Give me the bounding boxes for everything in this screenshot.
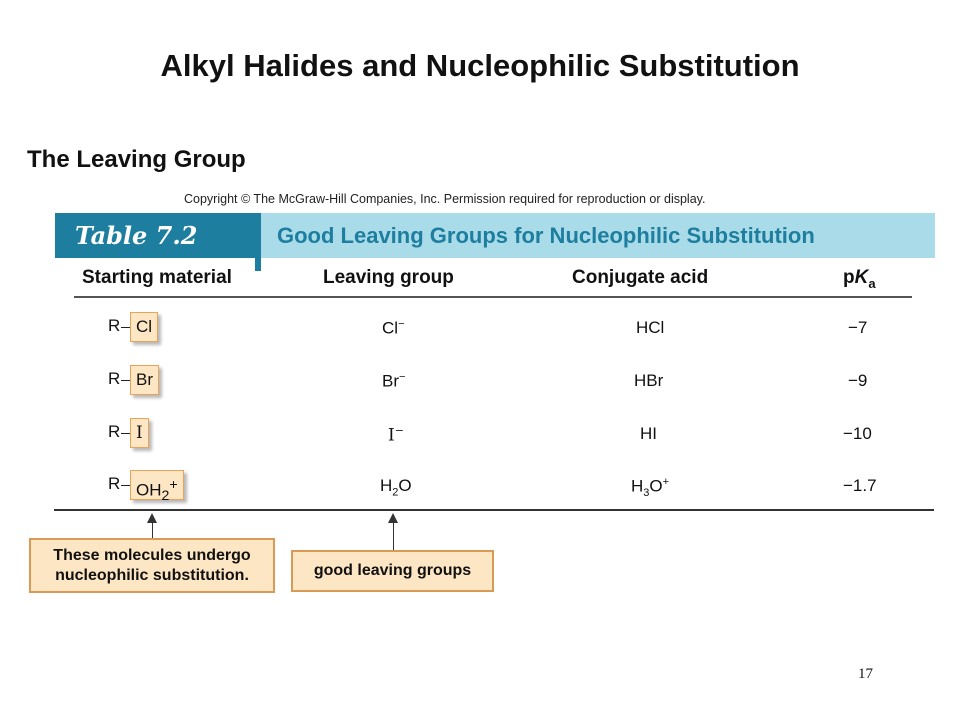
acid-symbol: H bbox=[631, 476, 644, 496]
banner-divider bbox=[255, 213, 261, 271]
copyright-notice: Copyright © The McGraw-Hill Companies, Inc. Permission required for reproduction or display. bbox=[184, 192, 706, 206]
table-bottom-rule bbox=[54, 509, 934, 511]
header-starting-material: Starting material bbox=[82, 267, 232, 288]
r-group: R bbox=[108, 422, 121, 441]
r-group: R bbox=[108, 474, 121, 493]
group-charge: + bbox=[169, 477, 178, 493]
header-rule bbox=[74, 296, 912, 298]
leaving-symbol: I bbox=[388, 425, 395, 446]
conjugate-acid-cell bbox=[631, 476, 669, 499]
leaving-group-cell bbox=[388, 424, 404, 446]
slide-title: Alkyl Halides and Nucleophilic Substitution bbox=[160, 48, 800, 83]
leaving-group-cell bbox=[380, 476, 412, 498]
leaving-symbol: H bbox=[380, 476, 393, 495]
conjugate-acid-cell: HBr bbox=[634, 371, 664, 390]
pka-cell: −7 bbox=[848, 318, 868, 337]
conjugate-acid-cell: HI bbox=[640, 424, 657, 443]
leaving-charge: − bbox=[398, 318, 405, 330]
note-line-1: These molecules undergo bbox=[53, 547, 251, 564]
leaving-tail: O bbox=[398, 476, 412, 495]
header-leaving-group: Leaving group bbox=[323, 267, 454, 288]
pka-cell: −10 bbox=[843, 424, 872, 443]
halide-symbol: I bbox=[136, 423, 143, 443]
halide-box bbox=[130, 418, 149, 448]
pka-cell: −1.7 bbox=[843, 476, 877, 495]
leaving-subscript: 2 bbox=[392, 486, 399, 499]
halide-box bbox=[130, 312, 158, 342]
note-leaving-text: good leaving groups bbox=[313, 562, 472, 579]
table-number: Table 7.2 bbox=[55, 213, 255, 258]
halide-box bbox=[130, 365, 159, 395]
pka-p: p bbox=[843, 267, 855, 288]
pka-k: K bbox=[854, 267, 869, 288]
note-line-2: nucleophilic substitution. bbox=[55, 567, 249, 584]
halide-symbol: Cl bbox=[136, 317, 153, 336]
group-symbol: OH bbox=[136, 480, 162, 500]
page-number: 17 bbox=[858, 666, 873, 682]
leaving-group-cell bbox=[382, 318, 405, 339]
note-leaving-groups bbox=[291, 550, 494, 592]
note-substitution bbox=[29, 538, 275, 593]
group-subscript: 2 bbox=[161, 488, 170, 505]
header-conjugate-acid: Conjugate acid bbox=[572, 267, 709, 288]
leaving-symbol: Cl bbox=[382, 318, 399, 338]
table-banner bbox=[55, 213, 935, 258]
r-group: R bbox=[108, 369, 121, 388]
r-group: R bbox=[108, 316, 121, 335]
leaving-group-cell bbox=[382, 371, 405, 392]
halide-box bbox=[130, 470, 184, 505]
conjugate-acid-cell: HCl bbox=[636, 318, 665, 337]
section-heading: The Leaving Group bbox=[27, 146, 246, 173]
arrow-shaft bbox=[393, 522, 394, 551]
pka-cell: −9 bbox=[848, 371, 868, 390]
leaving-charge: − bbox=[394, 424, 404, 437]
table-title: Good Leaving Groups for Nucleophilic Substitution bbox=[277, 223, 815, 248]
leaving-symbol: Br bbox=[382, 371, 399, 391]
arrow-shaft bbox=[152, 522, 153, 539]
acid-tail: O bbox=[649, 476, 663, 496]
header-pka bbox=[843, 267, 876, 291]
halide-symbol: Br bbox=[136, 370, 153, 389]
acid-subscript: 3 bbox=[643, 487, 650, 500]
acid-charge: + bbox=[662, 476, 670, 488]
pka-a: a bbox=[868, 275, 876, 291]
leaving-charge: − bbox=[399, 371, 406, 383]
